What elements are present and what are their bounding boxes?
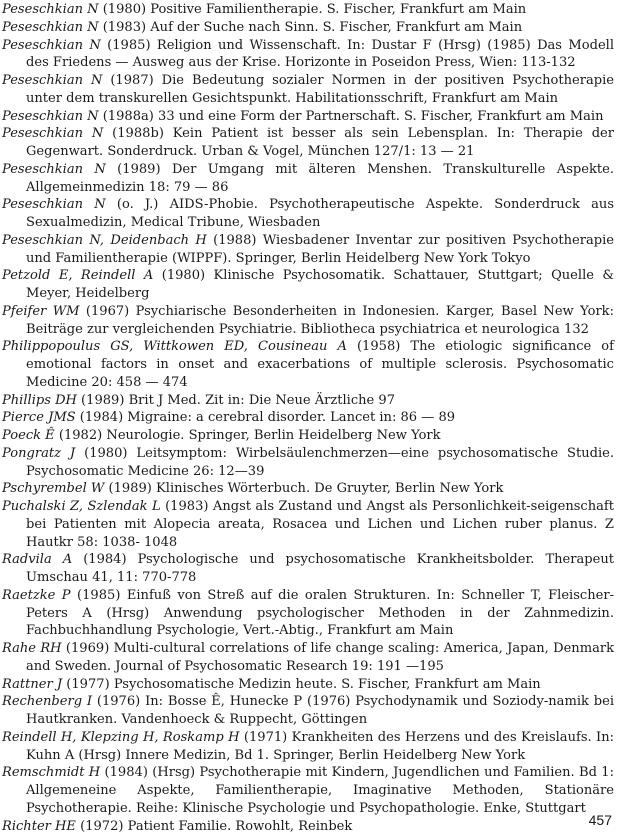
reference-entry <box>2 232 614 268</box>
reference-author: Pfeifer WM <box>2 304 79 319</box>
reference-entry <box>2 303 614 339</box>
reference-author: Puchalski Z, Szlendak L <box>2 499 161 514</box>
reference-entry <box>2 409 614 427</box>
reference-entry <box>2 37 614 73</box>
reference-author: Pongratz J <box>2 446 75 461</box>
reference-author: Peseschkian N <box>2 109 99 124</box>
reference-entry <box>2 445 614 481</box>
reference-text: (1988a) 33 und eine Form der Partnerschaft. S. Fischer, Frankfurt am Main <box>99 109 604 124</box>
reference-author: Petzold E, Reindell A <box>2 268 153 283</box>
reference-text: (1983) Angst als Zustand und Angst als Personlichkeit-seigenschaft bei Patienten mit Alopecia areata, Rosacea und Lichen und Lichen ruber planus. Z Hautkr 58: 1038- 1048 <box>26 499 614 550</box>
reference-author: Philippopoulus GS, Wittkowen ED, Cousineau A <box>2 339 347 354</box>
reference-text: (1984) Psychologische und psychosomatische Krankheitsbolder. Therapeut Umschau 41, 11: 770-778 <box>26 552 614 585</box>
reference-entry <box>2 729 614 765</box>
reference-author: Radvila A <box>2 552 72 567</box>
reference-author: Peseschkian N <box>2 197 106 212</box>
reference-text: (1980) Leitsymptom: Wirbelsäulenchmerzen—eine psychosomatische Studie. Psychosomatic Medicine 26: 12—39 <box>26 446 614 479</box>
reference-text: (1971) Krankheiten des Herzens und des Kreislaufs. In: Kuhn A (Hrsg) Innere Medizin, Bd 1. Springer, Berlin Heidelberg New York <box>26 730 614 763</box>
reference-author: Peseschkian N <box>2 126 103 141</box>
reference-author: Remschmidt H <box>2 765 100 780</box>
reference-text: (1985) Religion und Wissenschaft. In: Dustar F (Hrsg) (1985) Das Modell des Friedens — Ausweg aus der Krise. Horizonte in Poseidon Press, Wien: 113-132 <box>26 38 614 71</box>
reference-text: (1958) The etiologic significance of emotional factors in onset and exacerbations of multiple sclerosis. Psychosomatic Medicine 20: 458 — 474 <box>26 339 614 390</box>
reference-entry <box>2 551 614 587</box>
reference-entry <box>2 427 614 445</box>
reference-entry <box>2 587 614 640</box>
reference-entry <box>2 676 614 694</box>
reference-author: Peseschkian N <box>2 38 101 53</box>
reference-text: (1982) Neurologie. Springer, Berlin Heidelberg New York <box>55 428 441 443</box>
reference-text: (o. J.) AIDS-Phobie. Psychotherapeutische Aspekte. Sonderdruck aus Sexualmedizin, Medical Tribune, Wiesbaden <box>26 197 614 230</box>
reference-text: (1985) Einfuß von Streß auf die oralen Strukturen. In: Schneller T, Fleischer-Peters A (Hrsg) Anwendung psychologischer Methoden in der Zahnmedizin. Fachbuchhandlung Psychologie, Vert.-Abtig., Frankfurt am Main <box>26 588 614 639</box>
reference-entry <box>2 498 614 551</box>
reference-author: Phillips DH <box>2 393 77 408</box>
reference-entry <box>2 196 614 232</box>
reference-author: Reindell H, Klepzing H, Roskamp H <box>2 730 240 745</box>
reference-text: (1977) Psychosomatische Medizin heute. S. Fischer, Frankfurt am Main <box>62 677 541 692</box>
reference-entry <box>2 480 614 498</box>
reference-entry <box>2 338 614 391</box>
reference-text: (1989) Brit J Med. Zit in: Die Neue Ärztliche 97 <box>77 393 395 408</box>
reference-text: (1972) Patient Familie. Rowohlt, Reinbek <box>76 819 352 834</box>
reference-author: Rahe RH <box>2 641 62 656</box>
reference-author: Raetzke P <box>2 588 71 603</box>
reference-entry <box>2 640 614 676</box>
reference-entry <box>2 72 614 108</box>
reference-text: (1987) Die Bedeutung sozialer Normen in der positiven Psychotherapie unter dem transkurellen Gesichtspunkt. Habilitationsschrift, Frankfurt am Main <box>26 73 614 106</box>
page-number: 457 <box>589 812 612 828</box>
reference-text: (1988) Wiesbadener Inventar zur positiven Psychotherapie und Familientherapie (WIPPF). Springer, Berlin Heidelberg New York Tokyo <box>26 233 614 266</box>
reference-author: Rechenberg I <box>2 694 92 709</box>
reference-text: (1989) Klinisches Wörterbuch. De Gruyter, Berlin New York <box>104 481 503 496</box>
reference-author: Pierce JMS <box>2 410 76 425</box>
reference-text: (1967) Psychiarische Besonderheiten in Indonesien. Karger, Basel New York: Beiträge zur vergleichenden Psychiatrie. Bibliotheca psychiatrica et neurologica 132 <box>26 304 614 337</box>
reference-entry <box>2 1 614 19</box>
reference-text: (1984) Migraine: a cerebral disorder. Lancet in: 86 — 89 <box>76 410 455 425</box>
reference-author: Peseschkian N <box>2 73 102 88</box>
reference-author: Poeck Ê <box>2 428 55 443</box>
reference-entry <box>2 392 614 410</box>
reference-author: Peseschkian N <box>2 20 99 35</box>
reference-entry <box>2 267 614 303</box>
reference-entry <box>2 19 614 37</box>
reference-text: (1980) Positive Familientherapie. S. Fischer, Frankfurt am Main <box>99 2 527 17</box>
reference-author: Rattner J <box>2 677 62 692</box>
reference-author: Peseschkian N <box>2 162 106 177</box>
reference-text: (1989) Der Umgang mit älteren Menshen. Transkulturelle Aspekte. Allgemeinmedizin 18: 79 — 86 <box>26 162 614 195</box>
reference-entry <box>2 764 614 817</box>
reference-author: Pschyrembel W <box>2 481 104 496</box>
reference-entry <box>2 818 614 835</box>
reference-text: (1980) Klinische Psychosomatik. Schattauer, Stuttgart; Quelle & Meyer, Heidelberg <box>26 268 614 301</box>
reference-text: (1988b) Kein Patient ist besser als sein Lebensplan. In: Therapie der Gegenwart. Sonderdruck. Urban & Vogel, München 127/1: 13 — 21 <box>26 126 614 159</box>
reference-entry <box>2 693 614 729</box>
reference-author: Peseschkian N, Deidenbach H <box>2 233 207 248</box>
reference-list <box>2 1 614 835</box>
reference-entry <box>2 161 614 197</box>
reference-author: Peseschkian N <box>2 2 99 17</box>
reference-author: Richter HE <box>2 819 76 834</box>
reference-text: (1984) (Hrsg) Psychotherapie mit Kindern, Jugendlichen und Familien. Bd 1: Allgemeneine Aspekte, Familientherapie, Imaginative Methoden, Stationäre Psychotherapie. Reihe: Klinische Psychologie und Psychopathologie. Enke, Stuttgart <box>26 765 614 816</box>
reference-entry <box>2 125 614 161</box>
reference-text: (1969) Multi-cultural correlations of life change scaling: America, Japan, Denmark and Sweden. Journal of Psychosomatic Research 19: 191 —195 <box>26 641 614 674</box>
reference-text: (1983) Auf der Suche nach Sinn. S. Fischer, Frankfurt am Main <box>99 20 523 35</box>
reference-text: (1976) In: Bosse Ê, Hunecke P (1976) Psychodynamik und Soziody-namik bei Hautkranken. Vandenhoeck & Ruppecht, Göttingen <box>26 694 614 727</box>
reference-entry <box>2 108 614 126</box>
